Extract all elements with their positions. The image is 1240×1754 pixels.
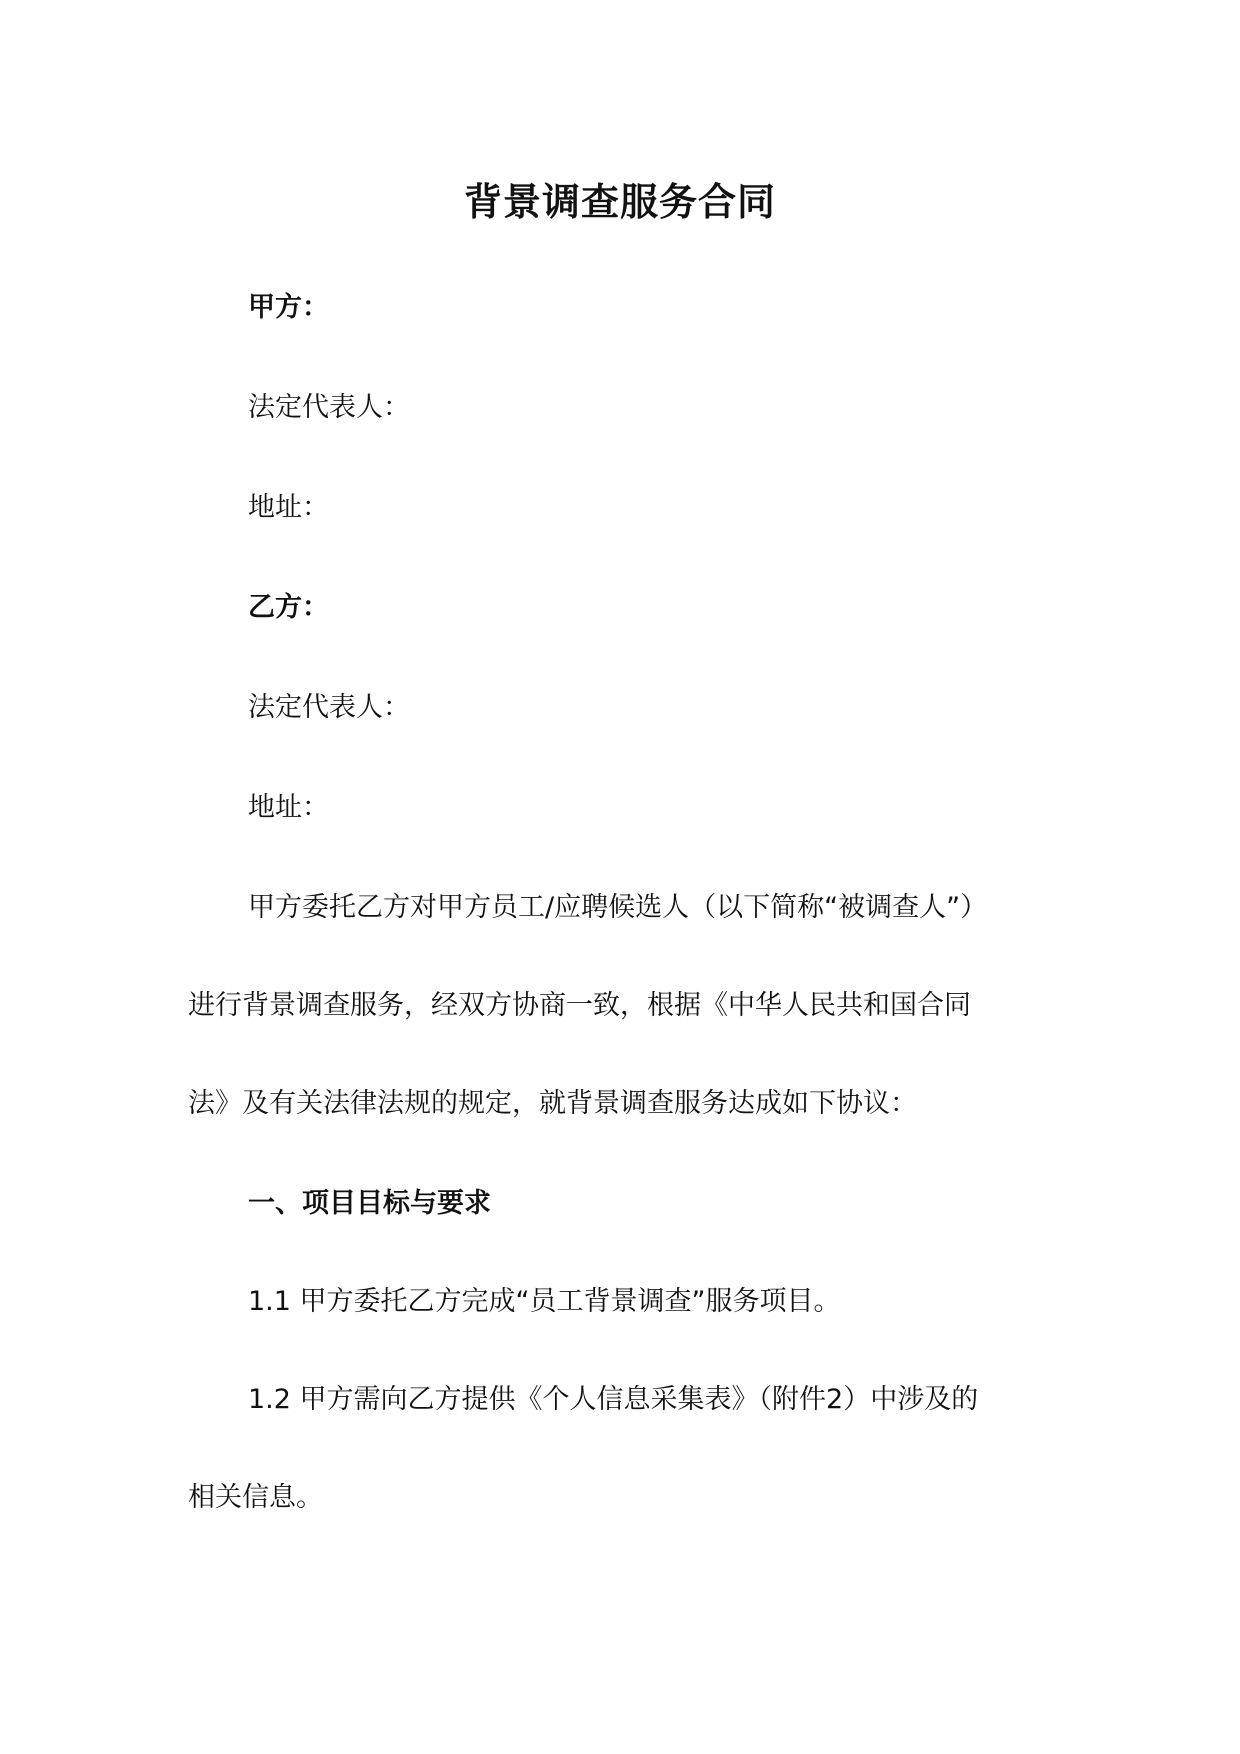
clause-1-2-line-2: 相关信息。 [188, 1482, 323, 1513]
party-a-label: 甲方： [248, 292, 329, 323]
preamble-line-1: 甲方委托乙方对甲方员工/应聘候选人（以下简称“被调查人”） [248, 892, 988, 923]
party-b-address: 地址： [248, 792, 329, 823]
clause-1-1: 1.1 甲方委托乙方完成“员工背景调查”服务项目。 [248, 1286, 841, 1317]
party-a-address: 地址： [248, 492, 329, 523]
section-1-heading: 一、项目目标与要求 [248, 1188, 491, 1219]
clause-1-2-line-1: 1.2 甲方需向乙方提供《个人信息采集表》（附件2）中涉及的 [248, 1384, 979, 1415]
preamble-line-3: 法》及有关法律法规的规定，就背景调查服务达成如下协议： [188, 1088, 917, 1119]
party-b-label: 乙方： [248, 592, 329, 623]
party-a-representative: 法定代表人： [248, 392, 410, 423]
preamble-line-2: 进行背景调查服务，经双方协商一致，根据《中华人民共和国合同 [188, 990, 971, 1021]
document-title: 背景调查服务合同 [463, 180, 776, 224]
party-b-representative: 法定代表人： [248, 692, 410, 723]
